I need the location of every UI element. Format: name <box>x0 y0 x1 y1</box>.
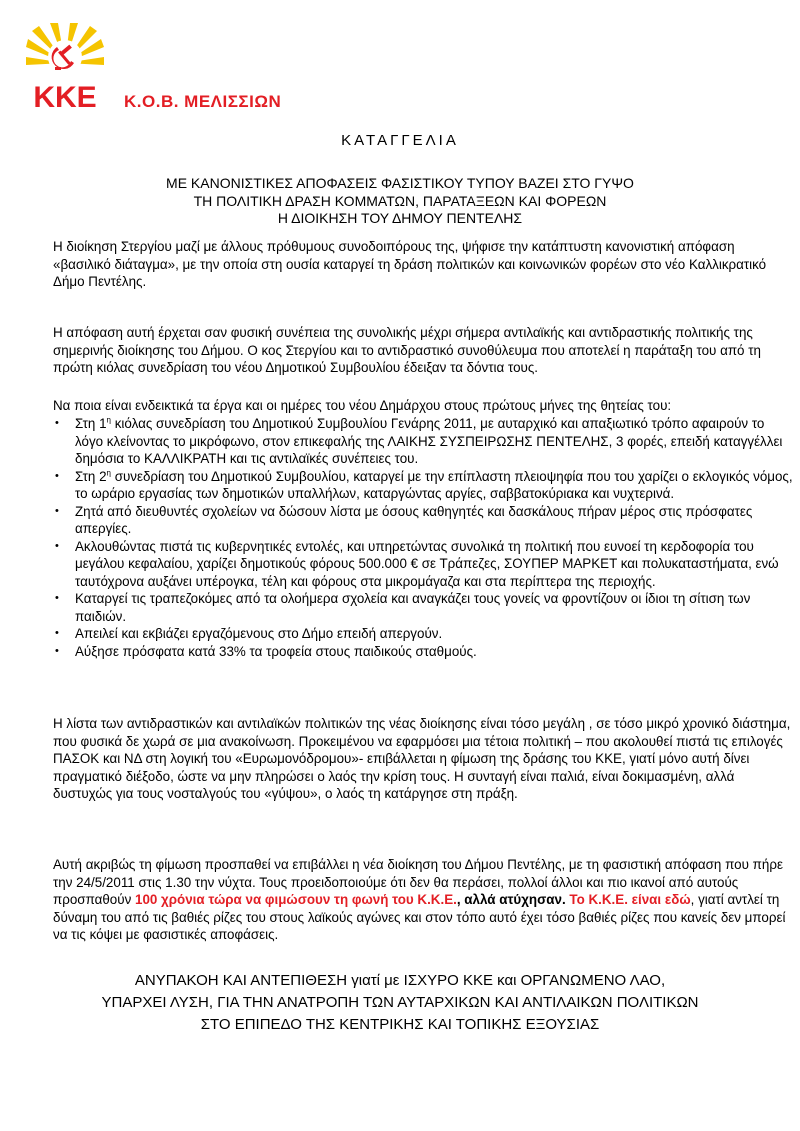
paragraph-5 <box>53 856 793 944</box>
paragraph-text: Η απόφαση αυτή έρχεται σαν φυσική συνέπεια της συνολικής μέχρι σήμερα αντιλαϊκής και αντιδραστικής πολιτικής της σημερινής διοίκησης του Δήμου. Ο κος Στεργίου και το αντιδραστικό συνοθύλευμα που αποτελεί η παράταξη του από τη πρώτη κιόλας συνεδρίαση του νέου Δημοτικού Συμβουλίου έδειξαν τα δόντια τους. <box>53 325 761 375</box>
list-item: • Απειλεί και εκβιάζει εργαζόμενους στο Δήμο επειδή απεργούν. <box>55 626 443 641</box>
paragraph-text: Να ποια είναι ενδεικτικά τα έργα και οι ημέρες του νέου Δημάρχου στους πρώτους μήνες της θητείας του: <box>53 398 672 413</box>
bullet-icon: • <box>55 417 59 429</box>
bullet-icon: • <box>55 469 59 482</box>
bold-text: , αλλά ατύχησαν. <box>456 892 566 907</box>
bullet-icon: • <box>55 644 59 657</box>
closing-statement <box>0 970 800 1036</box>
highlight-text: 100 χρόνια τώρα να φιμώσουν τη φωνή του Κ.Κ.Ε. <box>135 892 457 907</box>
paragraph-text: Η λίστα των αντιδραστικών και αντιλαϊκών πολιτικών της νέας διοίκησης είναι τόσο μεγάλη , σε τόσο μικρό χρονικό διάστημα, που φυσικά δε χωρά σε μια ανακοίνωση. Προκειμένου να εφαρμόσει μια τέτοια πολιτική – που ακολουθεί πιστά τις επιλογές ΠΑΣΟΚ και ΝΔ στη λογική του «Ευρωμονόδρομου»- επιβάλλεται η φίμωση της δράσης του ΚΚΕ, γιατί μόνο αυτή δίνει πραγματικό διέξοδο, ώστε να μην πληρώσει ο λαός την κρίση τους. Η συνταγή είναι παλιά, είναι δοκιμασμένη, αλλά δυστυχώς για τους νοσταλγούς του «γύψου», ο λαός τη κατάργησε στη πράξη. <box>53 716 791 801</box>
bullet-icon: • <box>55 539 59 552</box>
subtitle-line: ΜΕ ΚΑΝΟΝΙΣΤΙΚΕΣ ΑΠΟΦΑΣΕΙΣ ΦΑΣΙΣΤΙΚΟΥ ΤΥΠΟΥ ΒΑΖΕΙ ΣΤΟ ΓΥΨΟ <box>166 175 634 191</box>
closing-line: ΥΠΑΡΧΕΙ ΛΥΣΗ, ΓΙΑ ΤΗΝ ΑΝΑΤΡΟΠΗ ΤΩΝ ΑΥΤΑΡΧΙΚΩΝ ΚΑΙ ΑΝΤΙΛΑΙΚΩΝ ΠΟΛΙΤΙΚΩΝ <box>101 994 699 1011</box>
paragraph-3 <box>53 397 793 415</box>
list-item: • Αύξησε πρόσφατα κατά 33% τα τροφεία στους παιδικούς σταθμούς. <box>55 643 477 659</box>
paragraph-text: Αυτή ακριβώς τη φίμωση προσπαθεί να επιβάλλει η νέα διοίκηση του Δήμου Πεντέλης, με τη φασιστική απόφαση που πήρε την 24/5/2011 στις 1.30 την νύχτα. Τους προειδοποιούμε ότι δεν θα περάσει, πολλοί άλλοι και πιο ικανοί από αυτούς προσπαθούν 100 χρόνια τώρα να φιμώσουν τη φωνή του Κ.Κ.Ε., αλλά ατύχησαν. Το Κ.Κ.Ε. είναι εδώ, γιατί αντλεί τη δύναμη του από τις βαθιές ρίζες του στους λαϊκούς αγώνες και στον τόπο αυτό έχει τόσο βαθιές ρίζες που κανείς δεν μπορεί να τις κόψει με φασιστικές αποφάσεις. <box>53 857 786 942</box>
subtitle <box>0 175 800 228</box>
subtitle-line: ΤΗ ΠΟΛΙΤΙΚΗ ΔΡΑΣΗ ΚΟΜΜΑΤΩΝ, ΠΑΡΑΤΑΞΕΩΝ ΚΑΙ ΦΟΡΕΩΝ <box>193 192 607 209</box>
list-item: • Στη $1^\eta$ κιόλας συνεδρίαση του Δημοτικού Συμβουλίου Γενάρης 2011, με αυταρχικό και απαξιωτικό τρόπο αφαιρούν το λόγο κλείνοντας το μικρόφωνο, στον επικεφαλής της ΛΑΙΚΗΣ ΣΥΣΠΕΙΡΩΣΗΣ ΠΕΝΤΕΛΗΣ, 3 φορές, επειδή καταγγέλλει δημόσια το ΚΑΛΛΙΚΡΑΤΗ και τις αντιλαϊκές συνέπειες του. <box>55 415 783 466</box>
list-item: • Καταργεί τις τραπεζοκόμες από τα ολοήμερα σχολεία και αναγκάζει τους γονείς να φροντίζουν οι ίδιοι τη σίτιση των παιδιών. <box>55 591 751 624</box>
bullet-icon: • <box>55 627 59 639</box>
paragraph-text: Η διοίκηση Στεργίου μαζί με άλλους πρόθυμους συνοδοιπόρους της, ψήφισε την κατάπτυστη κανονιστική απόφαση «βασιλικό διάταγμα», με την οποία στη ουσία καταργεί τη δράση πολιτικών και κοινωνικών φορέων στο νέο Καλλικρατικό Δήμο Πεντέλης. <box>53 239 767 289</box>
subtitle-line: Η ΔΙΟΙΚΗΣΗ ΤΟΥ ΔΗΜΟΥ ΠΕΝΤΕΛΗΣ <box>277 210 523 226</box>
list-item: • Ζητά από διευθυντές σχολείων να δώσουν λίστα με όσους καθηγητές και δασκάλους πήραν μέρος στις πρόσφατες απεργίες. <box>55 503 753 536</box>
bullet-icon: • <box>55 592 59 604</box>
bullet-icon: • <box>55 504 59 517</box>
logo-text: ΚΚΕ <box>33 81 97 109</box>
paragraph-2 <box>53 324 793 377</box>
highlight-text: Το Κ.Κ.Ε. είναι εδώ <box>569 892 691 907</box>
paragraph-4 <box>53 715 793 803</box>
list-item: • Στη $2^\eta$ συνεδρίαση του Δημοτικού Συμβουλίου, καταργεί με την επίπλαστη πλειοψηφία που του χαρίζει ο εκλογικός νόμος, το ωράριο εργασίας των δημοτικών υπαλλήλων, καταργώντας αργίες, σαββατοκύριακα και νυχτερινά. <box>55 468 793 501</box>
achievements-list <box>53 415 793 660</box>
list-item: • Ακλουθώντας πιστά τις κυβερνητικές εντολές, και υπηρετώντας συνολικά τη πολιτική που ευνοεί τη κερδοφορία του μεγάλου κεφαλαίου, χαρίζει δημοτικούς φόρους 500.000 € σε Τράπεζες, ΣΟΥΠΕΡ ΜΑΡΚΕΤ και πολυκαταστήματα, ενώ ταυτόχρονα αυξάνει υπέρογκα, τέλη και φόρους στα μικρομάγαζα και στα περίπτερα της περιοχής. <box>55 538 779 589</box>
closing-line: ΣΤΟ ΕΠΙΠΕΔΟ ΤΗΣ ΚΕΝΤΡΙΚΗΣ ΚΑΙ ΤΟΠΙΚΗΣ ΕΞΟΥΣΙΑΣ <box>200 1016 600 1033</box>
closing-line: ΑΝΥΠΑΚΟΗ ΚΑΙ ΑΝΤΕΠΙΘΕΣΗ γιατί με ΙΣΧΥΡΟ ΚΚΕ και ΟΡΓΑΝΩΜΕΝΟ ΛΑΟ, <box>134 972 666 989</box>
org-name: Κ.Ο.Β. ΜΕΛΙΣΣΙΩΝ <box>124 92 282 111</box>
page-title: ΚΑΤΑΓΓΕΛΙΑ <box>341 132 459 149</box>
paragraph-1 <box>53 238 793 291</box>
kke-logo <box>24 23 106 109</box>
